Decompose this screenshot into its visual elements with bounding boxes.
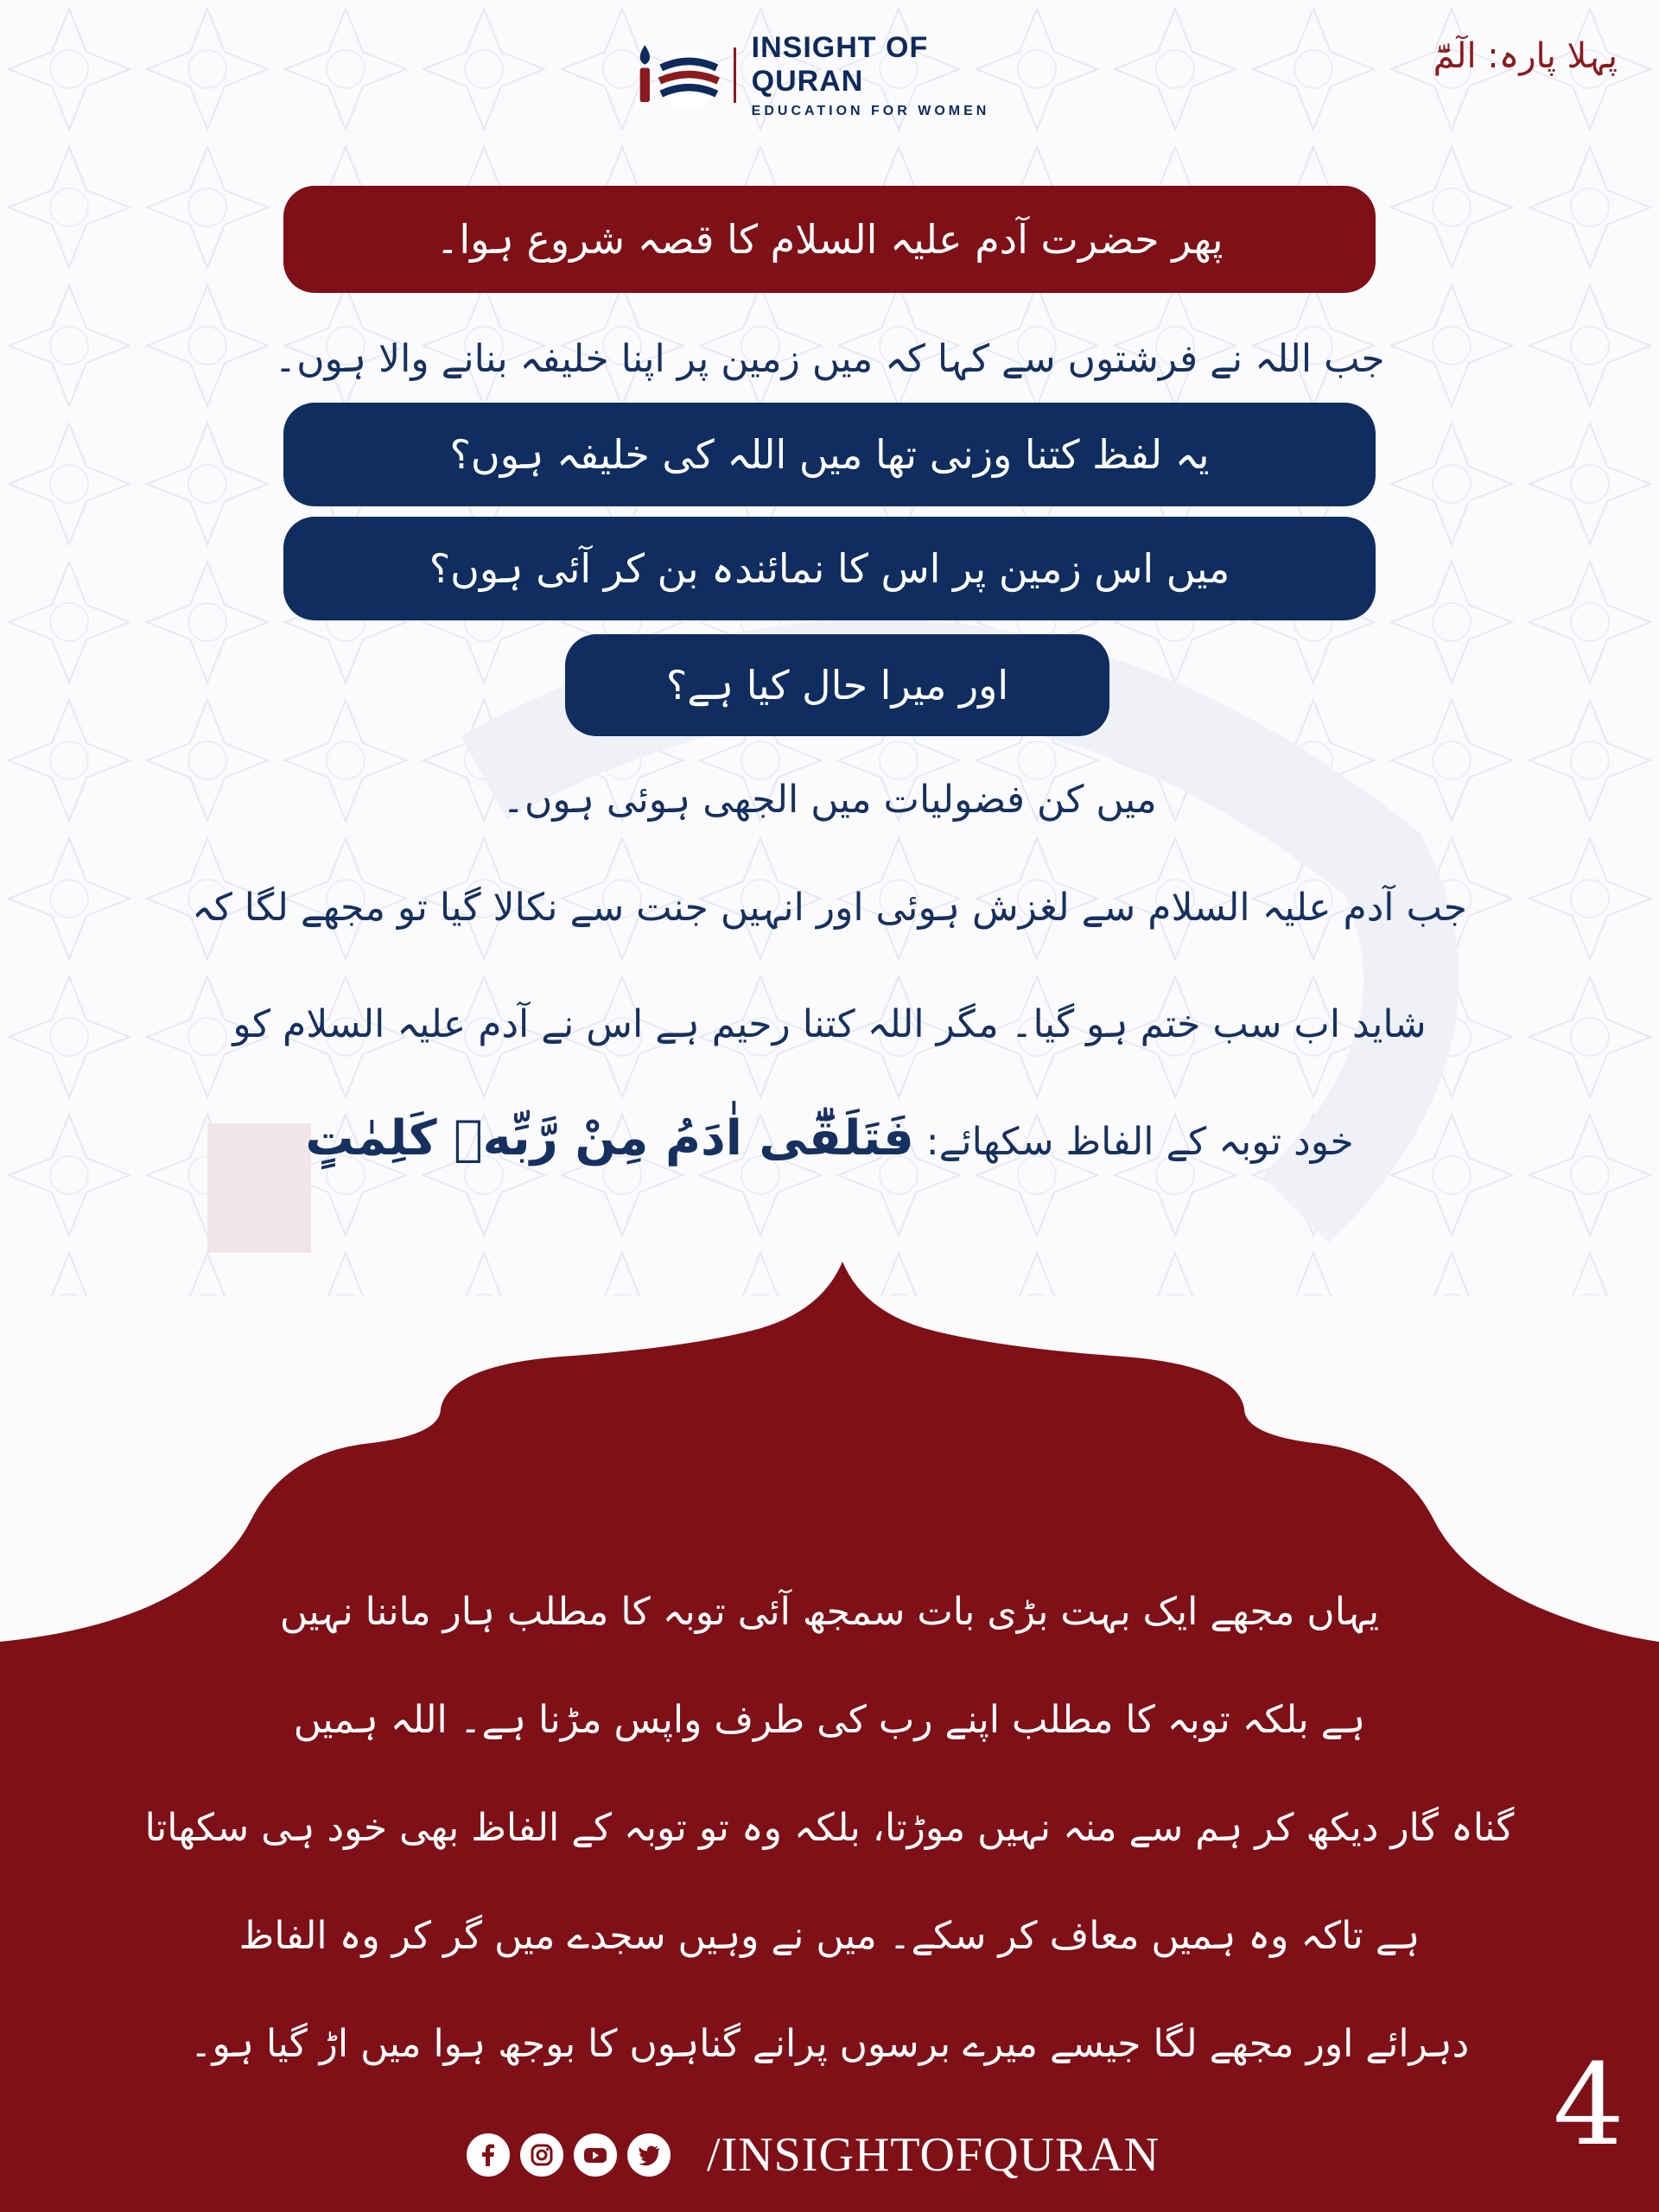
brand-subtitle: EDUCATION FOR WOMEN — [751, 104, 990, 118]
facebook-icon[interactable] — [467, 2133, 510, 2177]
social-footer — [467, 2127, 1160, 2183]
para-tag: پہلا پارہ: الٓمّٓ — [1433, 36, 1618, 76]
logo-mark-icon — [635, 36, 725, 114]
question-heading-2: میں اس زمین پر اس کا نمائندہ بن کر آئی ہوں؟ — [283, 517, 1376, 620]
logo-divider — [734, 48, 736, 103]
quran-ayah: فَتَلَقّٰٓى اٰدَمُ مِنْ رَّبِّهٖ كَلِمٰتٍ — [305, 1110, 914, 1166]
reflection-line-2: ہے بلکہ توبہ کا مطلب اپنے رب کی طرف واپس مڑنا ہے۔ اللہ ہمیں — [293, 1698, 1366, 1742]
body-line-3: جب آدم علیہ السلام سے لغزش ہوئی اور انہیں جنت سے نکالا گیا تو مجھے لگا کہ — [192, 886, 1467, 930]
brand-logo — [635, 31, 1033, 118]
ayah-intro: خود توبہ کے الفاظ سکھائے: — [925, 1120, 1354, 1164]
reflection-line-4: ہے تاکہ وہ ہمیں معاف کر سکے۔ میں نے وہیں سجدے میں گر کر وہ الفاظ — [238, 1914, 1421, 1958]
reflection-line-3: گناہ گار دیکھ کر ہم سے منہ نہیں موڑتا، بلکہ وہ تو توبہ کے الفاظ بھی خود ہی سکھاتا — [144, 1806, 1515, 1850]
question-heading-1: یہ لفظ کتنا وزنی تھا میں اللہ کی خلیفہ ہوں؟ — [283, 403, 1376, 506]
youtube-icon[interactable] — [574, 2133, 617, 2177]
question-heading-3: اور میرا حال کیا ہے؟ — [565, 634, 1109, 736]
reflection-line-5: دہرائے اور مجھے لگا جیسے میرے برسوں پرانے گناہوں کا بوجھ ہوا میں اڑ گیا ہو۔ — [189, 2022, 1470, 2066]
page-number: 4 — [1553, 2039, 1624, 2171]
social-handle[interactable]: /INSIGHTOFQURAN — [707, 2128, 1160, 2182]
body-line-4: شاید اب سب ختم ہو گیا۔ مگر اللہ کتنا رحیم ہے اس نے آدم علیہ السلام کو — [232, 1002, 1427, 1046]
twitter-icon[interactable] — [627, 2133, 671, 2177]
story-heading: پھر حضرت آدم علیہ السلام کا قصہ شروع ہوا۔ — [283, 186, 1376, 293]
brand-title: INSIGHT OF QURAN — [751, 31, 929, 98]
body-line-1: جب اللہ نے فرشتوں سے کہا کہ میں زمین پر اپنا خلیفہ بنانے والا ہوں۔ — [274, 337, 1385, 381]
instagram-icon[interactable] — [520, 2133, 563, 2177]
body-line-2: میں کن فضولیات میں الجھی ہوئی ہوں۔ — [502, 778, 1157, 822]
body-line-5 — [52, 1110, 1607, 1166]
reflection-line-1: یہاں مجھے ایک بہت بڑی بات سمجھ آئی توبہ کا مطلب ہار ماننا نہیں — [279, 1590, 1380, 1634]
